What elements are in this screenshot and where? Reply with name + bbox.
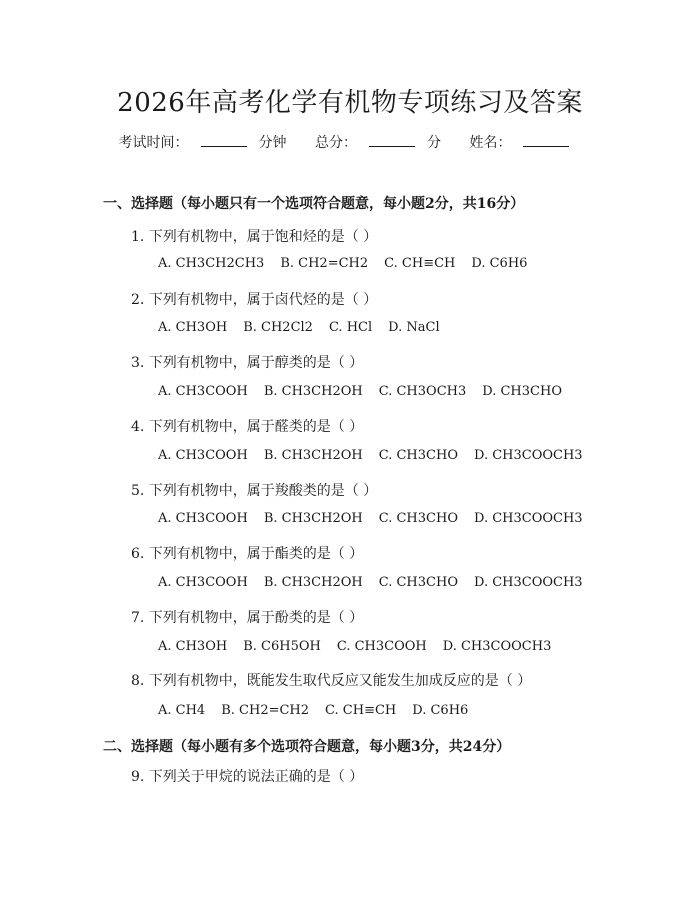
question-5: 5. 下列有机物中，属于羧酸类的是（ ）: [131, 483, 378, 499]
question-5-options: [158, 511, 599, 526]
option-b: B. CH2Cl2: [243, 320, 313, 335]
question-2: 2. 下列有机物中，属于卤代烃的是（ ）: [131, 292, 378, 308]
option-a: A. CH3OH: [158, 639, 228, 654]
option-a: A. CH3COOH: [158, 575, 248, 590]
question-1-options: [158, 256, 543, 271]
option-b: B. CH3CH2OH: [263, 575, 363, 590]
question-8: 8. 下列有机物中，既能发生取代反应又能发生加成反应的是（ ）: [131, 673, 532, 689]
option-d: D. CH3COOCH3: [473, 575, 583, 590]
student-name-label: 姓名：: [469, 135, 512, 151]
exam-time-unit: 分钟: [258, 135, 287, 151]
student-name-field: [469, 132, 581, 152]
option-d: D. C6H6: [412, 703, 469, 718]
question-1: 1. 下列有机物中，属于饱和烃的是（ ）: [131, 229, 378, 245]
option-a: A. CH4: [158, 703, 206, 718]
total-score-field: [315, 132, 441, 152]
section-heading-1: 一、选择题（每小题只有一个选项符合题意，每小题2分，共16分）: [103, 196, 525, 212]
exam-info-line: [0, 132, 700, 152]
total-score-unit: 分: [427, 135, 441, 151]
option-c: C. HCl: [328, 320, 373, 335]
option-b: B. CH3CH2OH: [263, 511, 363, 526]
option-c: C. CH3OCH3: [378, 384, 467, 399]
student-name-blank: [523, 134, 569, 147]
exam-time-field: [119, 132, 287, 152]
question-7-options: [158, 639, 567, 654]
question-9: 9. 下列关于甲烷的说法正确的是（ ）: [131, 769, 364, 785]
option-c: C. CH3CHO: [378, 511, 458, 526]
option-a: A. CH3OH: [158, 320, 228, 335]
option-b: B. CH2=CH2: [221, 703, 310, 718]
option-c: C. CH≡CH: [384, 256, 456, 271]
option-a: A. CH3COOH: [158, 511, 248, 526]
option-d: D. CH3CHO: [482, 384, 562, 399]
option-b: B. C6H5OH: [243, 639, 321, 654]
exam-time-blank: [201, 134, 247, 147]
question-6-options: [158, 575, 599, 590]
question-6: 6. 下列有机物中，属于酯类的是（ ）: [131, 546, 364, 562]
option-b: B. CH2=CH2: [280, 256, 369, 271]
question-4-options: [158, 448, 599, 463]
option-b: B. CH3CH2OH: [263, 384, 363, 399]
question-8-options: [158, 703, 484, 718]
option-a: A. CH3COOH: [158, 448, 248, 463]
page-title: 2026年高考化学有机物专项练习及答案: [117, 88, 583, 118]
option-c: C. CH≡CH: [325, 703, 397, 718]
option-c: C. CH3CHO: [378, 448, 458, 463]
option-c: C. CH3CHO: [378, 575, 458, 590]
option-d: D. CH3COOCH3: [473, 448, 583, 463]
option-c: C. CH3COOH: [336, 639, 427, 654]
option-a: A. CH3COOH: [158, 384, 248, 399]
question-4: 4. 下列有机物中，属于醛类的是（ ）: [131, 419, 364, 435]
question-3: 3. 下列有机物中，属于醇类的是（ ）: [131, 355, 364, 371]
option-d: D. CH3COOCH3: [442, 639, 552, 654]
question-2-options: [158, 320, 456, 335]
option-a: A. CH3CH2CH3: [158, 256, 265, 271]
question-3-options: [158, 384, 578, 399]
exam-time-label: 考试时间：: [118, 135, 189, 151]
option-d: D. NaCl: [388, 320, 440, 335]
section-heading-2: 二、选择题（每小题有多个选项符合题意，每小题3分，共24分）: [103, 739, 511, 755]
question-7: 7. 下列有机物中，属于酚类的是（ ）: [131, 610, 364, 626]
total-score-blank: [369, 134, 415, 147]
option-d: D. CH3COOCH3: [473, 511, 583, 526]
option-b: B. CH3CH2OH: [263, 448, 363, 463]
total-score-label: 总分：: [315, 135, 357, 151]
option-d: D. C6H6: [471, 256, 528, 271]
